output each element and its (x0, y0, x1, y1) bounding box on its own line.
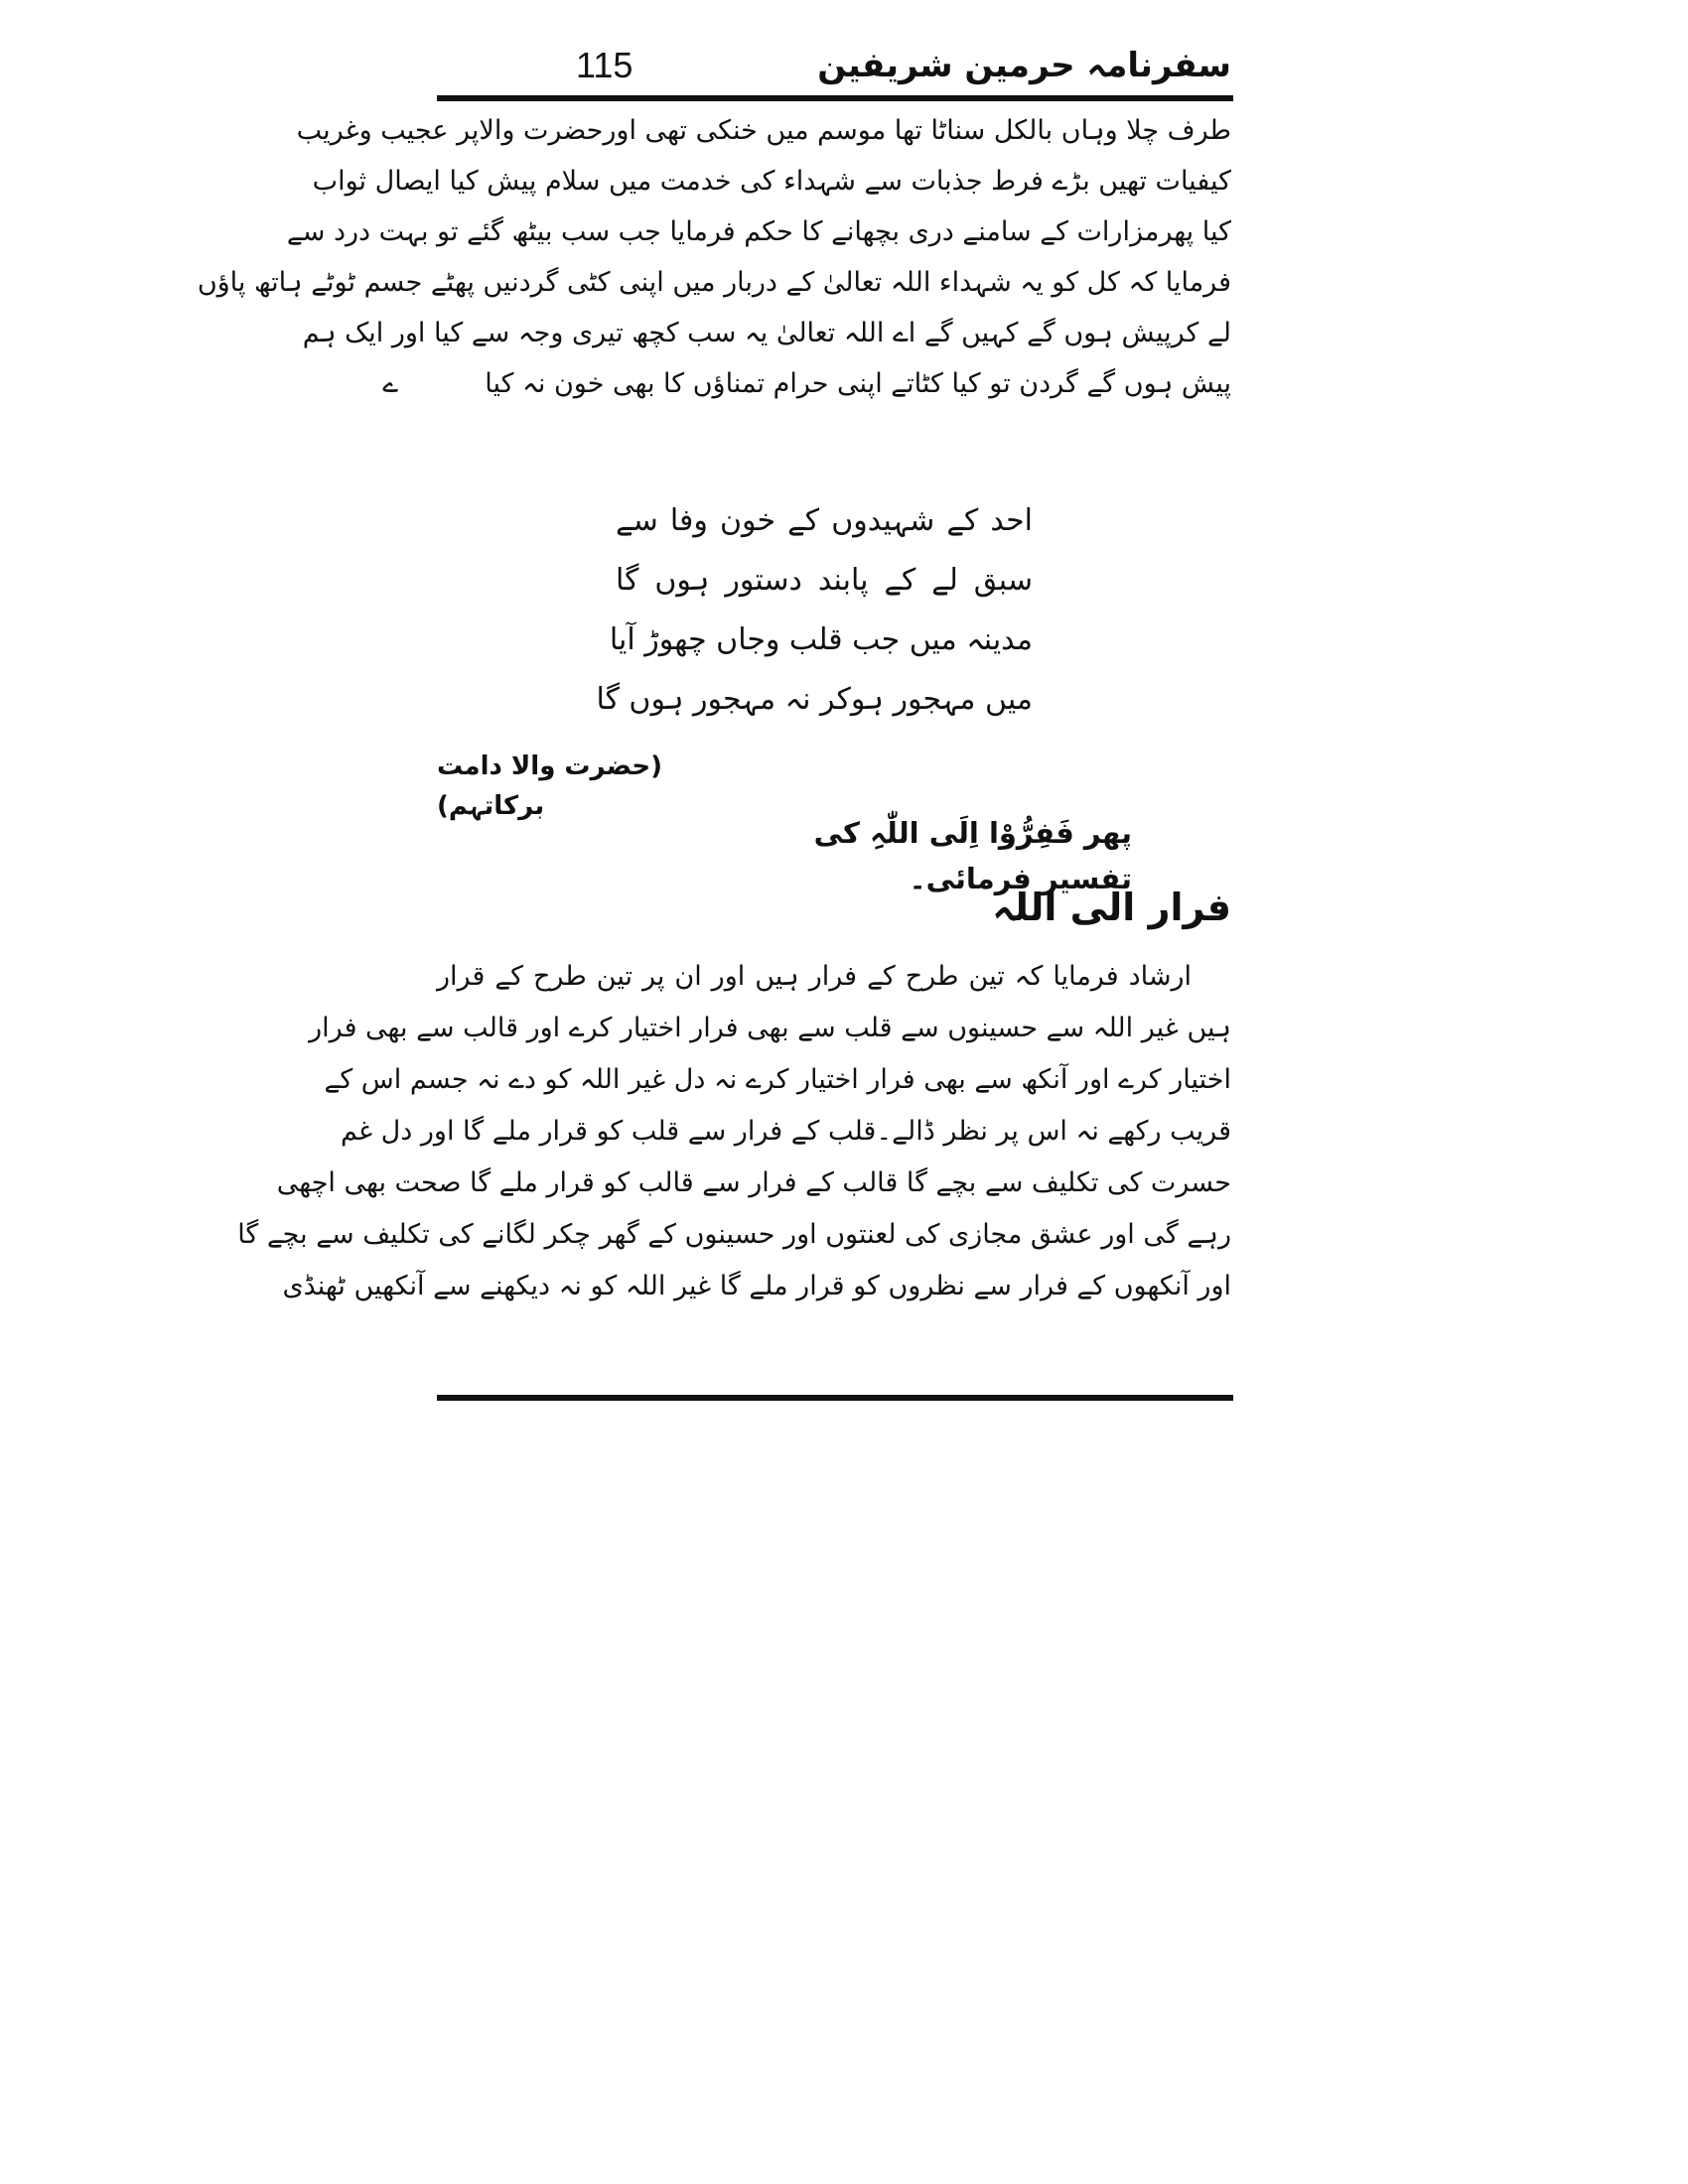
text-line: اور آنکھوں کے فرار سے نظروں کو قرار ملے گا غیر اللہ کو نہ دیکھنے سے آنکھیں ٹھنڈی (282, 1271, 1231, 1301)
tafsir-line: پھر فَفِرُّوْا اِلَی اللّٰہِ کی تفسیر فرمائی۔ (813, 816, 1132, 895)
footer-rule (437, 1395, 1233, 1401)
paragraph-firar (237, 951, 1231, 1312)
text-line: کیفیات تھیں بڑے فرط جذبات سے شہداء کی خدمت میں سلام پیش کیا ایصال ثواب (312, 166, 1231, 197)
poem-verse: مدینہ میں جب قلب وجاں چھوڑ آیا (609, 622, 1033, 657)
poem-verse: میں مہجور ہوکر نہ مہجور ہوں گا (596, 682, 1033, 717)
text-line: ہیں غیر اللہ سے حسینوں سے قلب سے بھی فرار اختیار کرے اور قالب سے بھی فرار (309, 1013, 1231, 1043)
text-line: رہے گی اور عشق مجازی کی لعنتوں اور حسینوں کے گھر چکر لگانے کی تکلیف سے بچے گا (237, 1219, 1231, 1250)
section-heading: فرار الی اللہ (992, 886, 1231, 929)
header-rule (437, 95, 1233, 101)
poem (596, 491, 1033, 730)
verse-intro-mark: ے (382, 368, 399, 399)
text-line: طرف چلا وہاں بالکل سناٹا تھا موسم میں خنکی تھی اورحضرت والاپر عجیب وغریب (296, 115, 1231, 146)
poem-verse: احد کے شہیدوں کے خون وفا سے (616, 503, 1033, 538)
poem-attribution: (حضرت والا دامت برکاتہم) (437, 751, 662, 821)
poem-verse: سبق لے کے پابند دستور ہوں گا (616, 563, 1033, 598)
paragraph-shuhada (197, 105, 1231, 409)
text-line: اختیار کرے اور آنکھ سے بھی فرار اختیار کرے نہ دل غیر اللہ کو دے نہ جسم اس کے (324, 1064, 1231, 1095)
text-line: ارشاد فرمایا کہ تین طرح کے فرار ہیں اور ان پر تین طرح کے قرار (437, 961, 1192, 992)
text-line: حسرت کی تکلیف سے بچے گا قالب کے فرار سے قالب کو قرار ملے گا صحت بھی اچھی (276, 1167, 1231, 1198)
page-header (437, 42, 1231, 93)
text-line: لے کرپیش ہوں گے کہیں گے اے اللہ تعالیٰ یہ سب کچھ تیری وجہ سے کیا اور ایک ہم (302, 318, 1231, 348)
text-line: کیا پھرمزارات کے سامنے دری بچھانے کا حکم فرمایا جب سب بیٹھ گئے تو بہت درد سے (286, 216, 1231, 247)
running-title: سفرنامہ حرمین شریفین (817, 46, 1231, 85)
text-line: فرمایا کہ کل کو یہ شہداء اللہ تعالیٰ کے دربار میں اپنی کٹی گردنیں پھٹے جسم ٹوٹے ہاتھ پاؤں (197, 267, 1231, 298)
page-number: 115 (576, 45, 633, 85)
text-line-content: پیش ہوں گے گردن تو کیا کٹاتے اپنی حرام تمناؤں کا بھی خون نہ کیا (485, 368, 1231, 399)
text-line-final (382, 358, 1231, 409)
text-line: قریب رکھے نہ اس پر نظر ڈالے۔قلب کے فرار سے قلب کو قرار ملے گا اور دل غم (341, 1116, 1231, 1147)
